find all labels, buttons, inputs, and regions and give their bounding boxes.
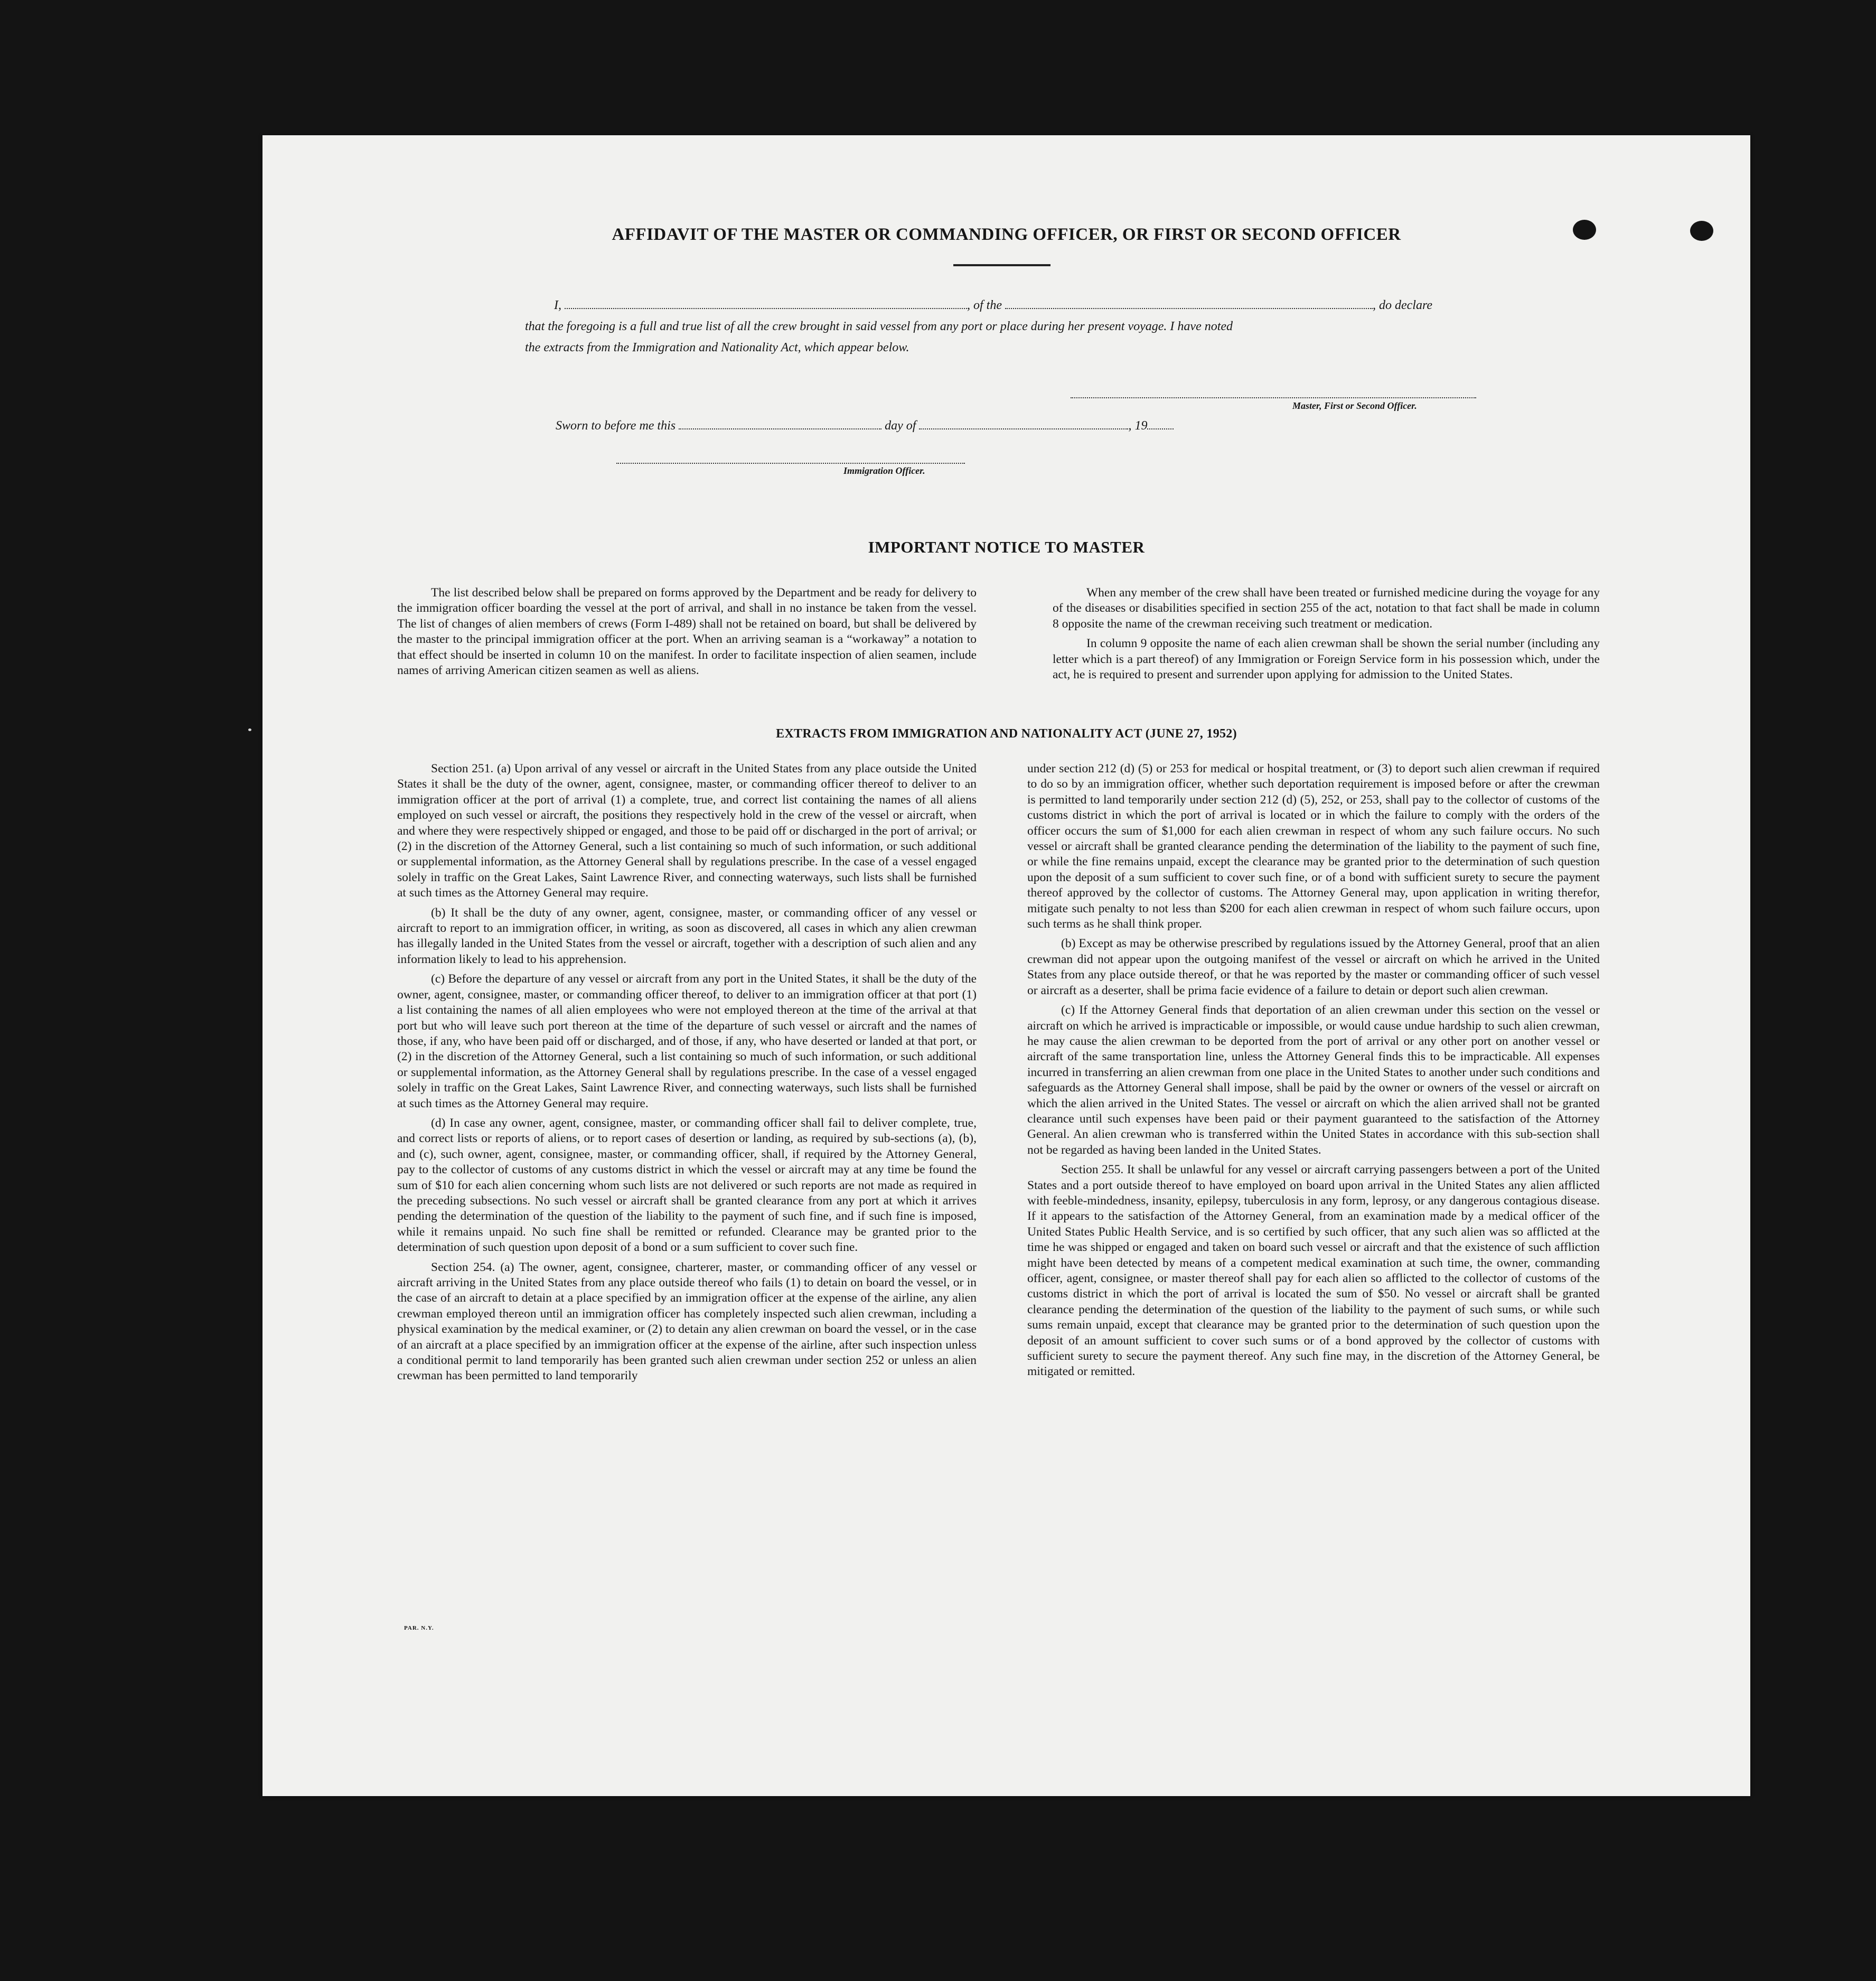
sworn-year-blank[interactable]	[1147, 419, 1174, 429]
extracts-right-column	[1027, 761, 1600, 1384]
sworn-month-blank[interactable]	[919, 419, 1128, 429]
extracts-left-column	[397, 761, 977, 1388]
extract-paragraph: (d) In case any owner, agent, consignee, master, or commanding officer shall fail to deliver complete, true, and correct lists or reports of aliens, or to report cases of desertion or landing, as required by sub-sections (a), (b), and (c), such owner, agent, consignee, master, or commanding officer, shall, if required by the Attorney General, pay to the collector of customs of any customs district in which the vessel or aircraft may at any time be found the sum of $10 for each alien concerning whom such lists are not delivered or such reports are not made as required in the preceding subsections. No such vessel or aircraft shall be granted clearance from any port at which it arrives pending the determination of the question of the liability to the payment of such fine, and if such fine is imposed, while it remains unpaid. No such fine shall be remitted or refunded. Clearance may be granted prior to the determination of such question upon deposit of a bond or a sum sufficient to cover such fine.	[397, 1116, 977, 1255]
do-declare-label: , do declare	[1373, 298, 1433, 312]
extract-paragraph: (b) It shall be the duty of any owner, agent, consignee, master, or commanding officer of any vessel or aircraft to report to an immigration officer, in writing, as soon as discovered, all cases in which any alien crewman has illegally landed in the United States from the vessel or aircraft, together with a description of such alien and any information likely to lead to his apprehension.	[397, 905, 977, 966]
master-signature-line[interactable]	[1071, 397, 1476, 398]
extract-paragraph: (b) Except as may be otherwise prescribed by regulations issued by the Attorney General, proof that an alien crewman did not appear upon the outgoing manifest of the vessel or aircraft on which he arrived in the United States from any place outside thereof, or that he was reported by the master or commanding officer of such vessel or aircraft as a deserter, shall be prima facie evidence of a failure to detain or deport such alien crewman.	[1027, 937, 1600, 997]
sworn-day-of: day of	[885, 419, 916, 433]
extract-paragraph: Section 255. It shall be unlawful for any vessel or aircraft carrying passengers between a port of the United States and a port outside thereof to have employed on board upon arrival in the United States any alien afflicted with feeble-mindedness, insanity, epilepsy, tuberculosis in any form, leprosy, or any dangerous contagious disease. If it appears to the satisfaction of the Attorney General, from an examination made by a medical officer of the United States Public Health Service, and is so certified by such officer, that any such alien was so afflicted at the time he was shipped or engaged and taken on board such vessel or aircraft and that the existence of such affliction might have been detected by means of a competent medical examination at such time, the owner, commanding officer, agent, consignee, or master thereof shall pay for each alien so afflicted to the collector of customs of the customs district in which the port of arrival is located the sum of $50. No vessel or aircraft shall be granted clearance pending the determination of the question of the liability to the payment of such sums, or while such sums remain unpaid, except that clearance may be granted prior to the determination of such question upon the deposit of an amount sufficient to cover such sums or of a bond approved by the collector of customs with sufficient surety to secure the payment thereof. Any such fine may, in the discretion of the Attorney General, be mitigated or remitted.	[1027, 1163, 1600, 1379]
notice-paragraph: When any member of the crew shall have been treated or furnished medicine during the voyage for any of the diseases or disabilities specified in section 255 of the act, notation to that fact shall be made in column 8 opposite the name of the crewman receiving such treatment or medication.	[1053, 586, 1600, 631]
title-underline	[953, 264, 1050, 266]
notice-heading: IMPORTANT NOTICE TO MASTER	[868, 538, 1145, 556]
sworn-line	[556, 415, 1295, 436]
scan-speck	[248, 728, 251, 731]
notice-right-column	[1053, 585, 1600, 687]
printer-mark: PAR. N.Y.	[404, 1625, 434, 1631]
sworn-day-blank[interactable]	[679, 419, 881, 429]
sworn-year: , 19	[1128, 419, 1148, 433]
master-signature-caption: Master, First or Second Officer.	[1292, 400, 1417, 411]
extract-paragraph: Section 254. (a) The owner, agent, consignee, charterer, master, or commanding officer of any vessel or aircraft arriving in the United States from any place outside thereof who fails (1) to detain on board the vessel, or in the case of an aircraft to detain at a place specified by an immigration officer at the expense of the airline, any alien crewman employed thereon until an immigration officer has completely inspected such alien crewman, including a physical examination by the medical examiner, or (2) to detain any alien crewman on board the vessel, or in the case of an aircraft at a place specified by an immigration officer at the expense of the airline, after such inspection unless a conditional permit to land temporarily has been granted such alien crewman under section 252 or unless an alien crewman has been permitted to land temporarily	[397, 1260, 977, 1383]
vessel-blank[interactable]	[1005, 298, 1373, 309]
immigration-officer-caption: Immigration Officer.	[843, 465, 925, 476]
immigration-officer-signature-line[interactable]	[616, 463, 965, 464]
extract-paragraph: (c) Before the departure of any vessel or aircraft from any port in the United States, it shall be the duty of the owner, agent, consignee, master, or commanding officer thereof, to deliver to an immigration officer at that port (1) a list containing the names of all alien employees who were not employed thereon at the time of the arrival at that port but who will leave such port thereon at the time of the departure of such vessel or aircraft and the names of those, if any, who have been paid off or discharged, and of those, if any, who have deserted or landed at that port, or (2) in the discretion of the Attorney General, such a list containing so much of such information, or such additional or supplemental information, as the Attorney General shall by regulations prescribe. In the case of a vessel engaged solely in traffic on the Great Lakes, Saint Lawrence River, and connecting waterways, such lists shall be furnished at such times as the Attorney General may require.	[397, 972, 977, 1110]
declaration-line-1	[554, 295, 1742, 316]
page-title: AFFIDAVIT OF THE MASTER OR COMMANDING OFFICER, OR FIRST OR SECOND OFFICER	[612, 225, 1401, 244]
extract-paragraph: under section 212 (d) (5) or 253 for medical or hospital treatment, or (3) to deport such alien crewman if required to do so by an immigration officer, whether such deportation requirement is imposed before or after the crewman is permitted to land temporarily under section 212 (d) (5), 252, or 253, shall pay to the collector of customs of the customs district in which the port of arrival is located or in which the failure to comply with the orders of the officer occurs the sum of $1,000 for each alien crewman in respect of whom any such failure occurs. No such vessel or aircraft shall be granted clearance pending the determination of the liability to the payment of such fine, or while the fine remains unpaid, except the clearance may be granted prior to the determination of such question upon the deposit of a sum sufficient to cover such fine, or of a bond with sufficient surety to secure the payment thereof approved by the collector of customs. The Attorney General may, upon application in writing therefor, mitigate such penalty to not less than $200 for each alien crewman in respect of whom such failure occurs, upon such terms as he shall think proper.	[1027, 762, 1600, 931]
sworn-prefix: Sworn to before me this	[556, 419, 676, 433]
extract-paragraph: Section 251. (a) Upon arrival of any vessel or aircraft in the United States from any place outside the United States it shall be the duty of the owner, agent, consignee, master, or commanding officer thereof to deliver to an immigration officer at the port of arrival (1) a complete, true, and correct list containing the names of all aliens employed on such vessel or aircraft, the positions they respectively hold in the crew of the vessel or aircraft, when and where they were respectively shipped or engaged, and those to be paid off or discharged in the port of arrival; or (2) in the discretion of the Attorney General, such a list containing so much of such information, or such additional or supplemental information, as the Attorney General shall by regulations prescribe. In the case of a vessel engaged solely in traffic on the Great Lakes, Saint Lawrence River, and connecting waterways, such lists shall be furnished at such times as the Attorney General may require.	[397, 762, 977, 900]
notice-left-column	[397, 585, 977, 683]
declaration-line-2: that the foregoing is a full and true list of all the crew brought in said vessel from any port or place during her present voyage. I have noted	[525, 320, 1233, 333]
declaration-line-3: the extracts from the Immigration and Nationality Act, which appear below.	[525, 341, 909, 354]
extract-paragraph: (c) If the Attorney General finds that deportation of an alien crewman under this section on the vessel or aircraft on which he arrived is impracticable or impossible, or would cause undue hardship to such alien crewman, he may cause the alien crewman to be deported from the port of arrival or any other port on another vessel or aircraft of the same transportation line, unless the Attorney General finds this to be impracticable. All expenses incurred in transferring an alien crewman from one place in the United States to another under such conditions and safeguards as the Attorney General shall impose, shall be paid by the owner or owners of the vessel or aircraft on which the alien arrived in the United States. The vessel or aircraft on which the alien arrived shall not be granted clearance until such expenses have been paid or their payment guaranteed to the satisfaction of the Attorney General. An alien crewman who is transferred within the United States in accordance with this sub-section shall not be regarded as having been landed in the United States.	[1027, 1003, 1600, 1157]
notice-paragraph: The list described below shall be prepared on forms approved by the Department and be ready for delivery to the immigration officer boarding the vessel at the port of arrival, and shall in no instance be taken from the vessel. The list of changes of alien members of crews (Form I-489) shall not be retained on board, but shall be delivered by the master to the principal immigration officer at the port. When an arriving seaman is a “workaway” a notation to that effect should be inserted in column 10 on the manifest. In order to facilitate inspection of alien seamen, include names of arriving American citizen seamen as well as aliens.	[397, 586, 977, 678]
of-the-label: , of the	[967, 298, 1002, 312]
declaration-i-label: I,	[554, 298, 561, 312]
name-blank[interactable]	[565, 298, 967, 309]
extracts-heading: EXTRACTS FROM IMMIGRATION AND NATIONALITY ACT (JUNE 27, 1952)	[776, 727, 1237, 741]
notice-paragraph: In column 9 opposite the name of each alien crewman shall be shown the serial number (including any letter which is a part thereof) of any Immigration or Foreign Service form in his possession which, under the act, he is required to present and surrender upon applying for admission to the United States.	[1053, 637, 1600, 682]
affidavit-page	[262, 135, 1750, 1796]
